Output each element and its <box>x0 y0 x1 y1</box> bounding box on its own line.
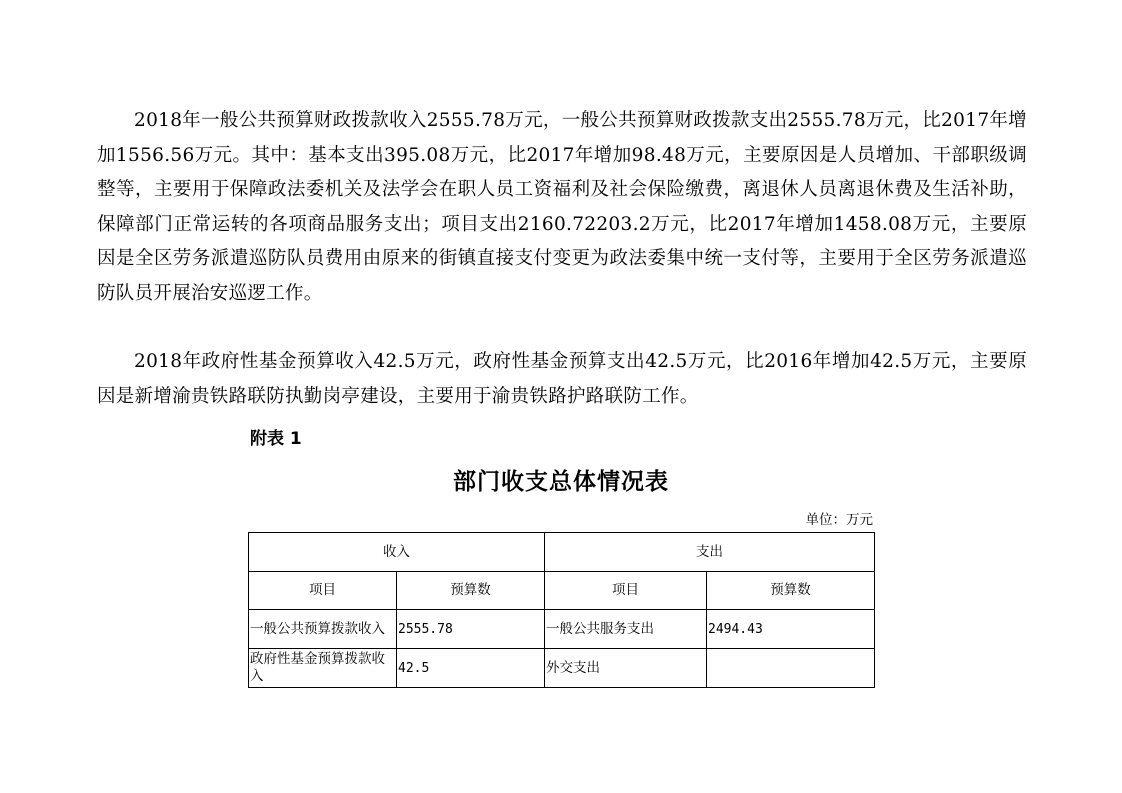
income-budget-cell: 42.5 <box>397 649 545 688</box>
column-header-expense-budget: 预算数 <box>707 572 875 610</box>
table-column-header-row <box>249 572 875 610</box>
table-title: 部门收支总体情况表 <box>453 468 669 495</box>
column-header-expense-item: 项目 <box>545 572 707 610</box>
expense-item-cell: 一般公共服务支出 <box>545 610 707 649</box>
paragraph-general-budget: 2018年一般公共预算财政拨款收入2555.78万元，一般公共预算财政拨款支出2555.78万元，比2017年增加1556.56万元。其中：基本支出395.08万元，比2017年增加98.48万元，主要原因是人员增加、干部职级调整等，主要用于保障政法委机关及法学会在职人员工资福利及社会保险缴费，离退休人员离退休费及生活补助，保障部门正常运转的各项商品服务支出；项目支出2160.72203.2万元，比2017年增加1458.08万元，主要原因是全区劳务派遣巡防队员费用由原来的街镇直接支付变更为政法委集中统一支付等，主要用于全区劳务派遣巡防队员开展治安巡逻工作。 <box>97 110 1027 304</box>
table-row <box>249 610 875 649</box>
expense-item-cell: 外交支出 <box>545 649 707 688</box>
table-row <box>249 649 875 688</box>
income-item-cell: 一般公共预算拨款收入 <box>249 610 397 649</box>
table-unit: 单位：万元 <box>805 512 873 528</box>
column-header-income-budget: 预算数 <box>397 572 545 610</box>
expense-header: 支出 <box>545 533 875 572</box>
table-group-header-row <box>249 533 875 572</box>
column-header-income-item: 项目 <box>249 572 397 610</box>
appendix-label: 附表 1 <box>250 429 302 449</box>
income-header: 收入 <box>249 533 545 572</box>
budget-summary-table <box>248 532 875 688</box>
income-budget-cell: 2555.78 <box>397 610 545 649</box>
expense-budget-cell <box>707 649 875 688</box>
income-item-cell: 政府性基金预算拨款收入 <box>249 649 397 688</box>
paragraph-fund-budget: 2018年政府性基金预算收入42.5万元，政府性基金预算支出42.5万元，比2016年增加42.5万元，主要原因是新增渝贵铁路联防执勤岗亭建设，主要用于渝贵铁路护路联防工作。 <box>97 351 1027 407</box>
expense-budget-cell: 2494.43 <box>707 610 875 649</box>
